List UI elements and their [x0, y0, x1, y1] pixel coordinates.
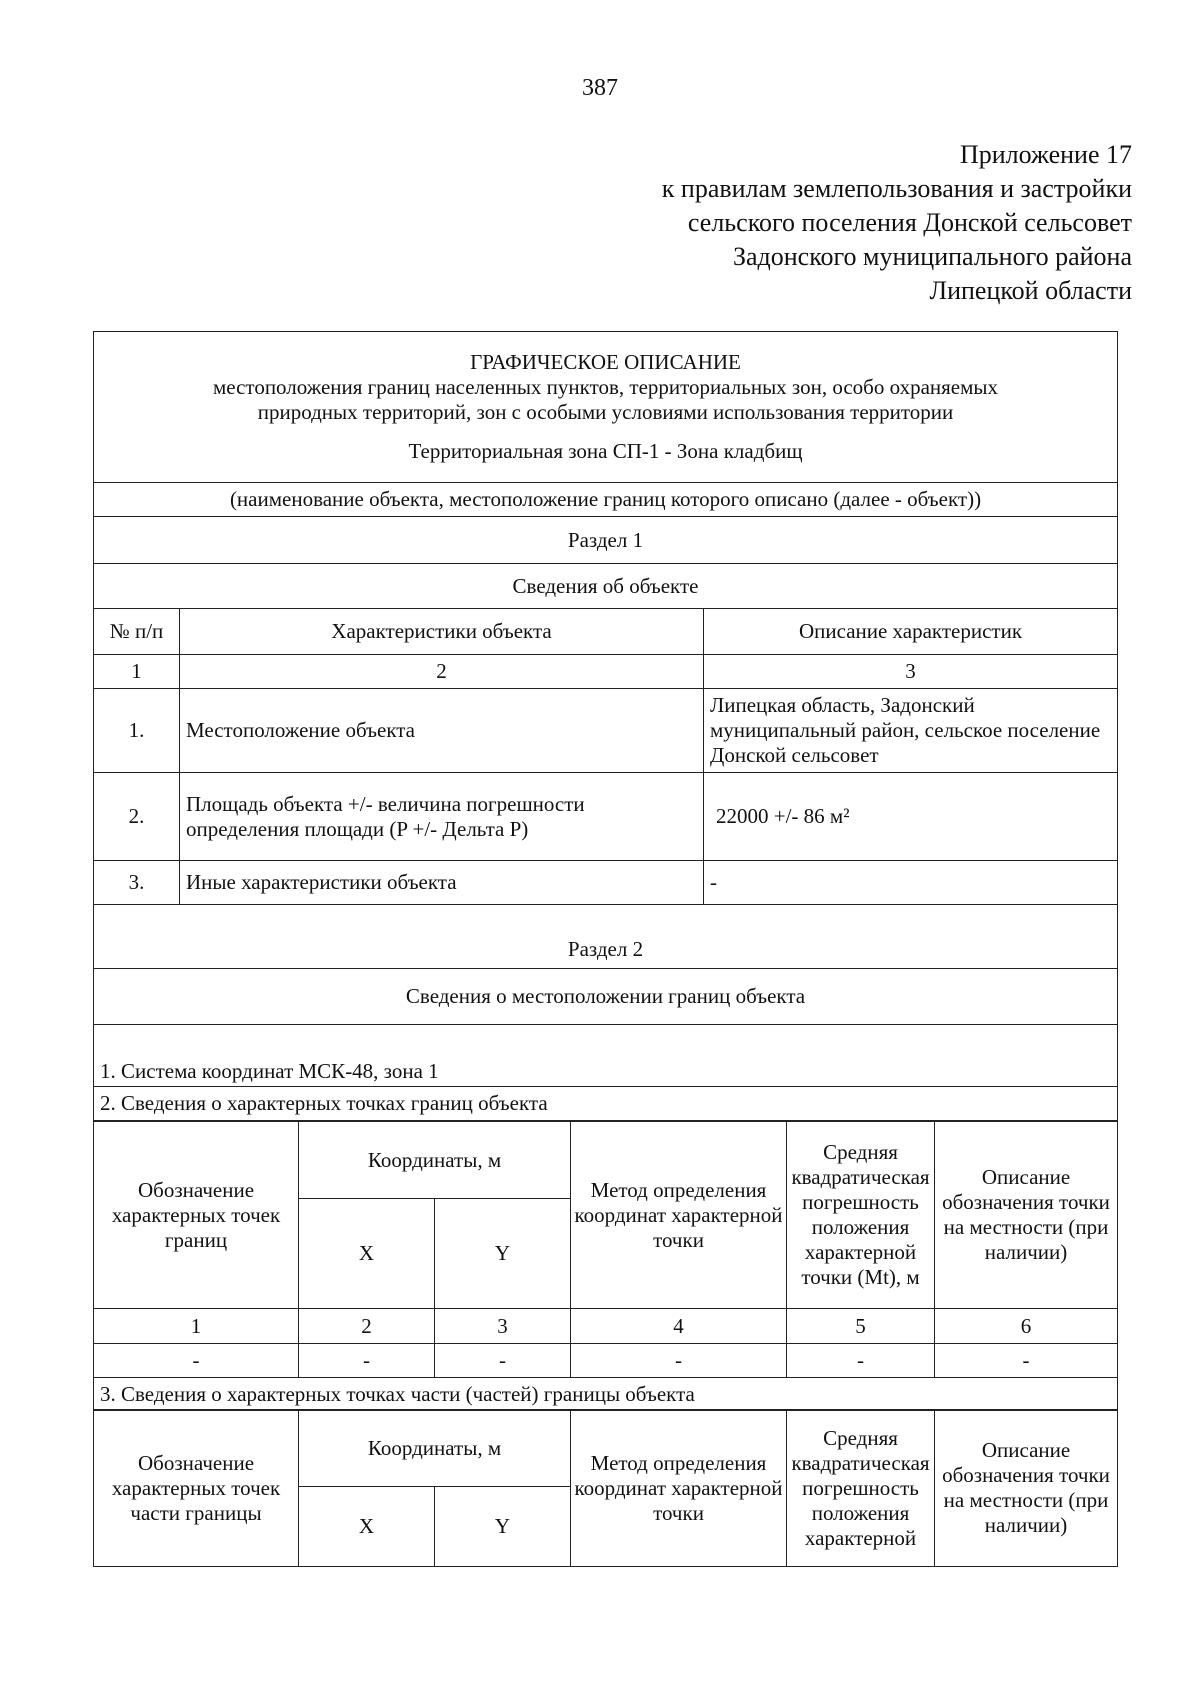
- row-number: 1.: [94, 689, 180, 773]
- appendix-line: Приложение 17: [959, 140, 1132, 169]
- column-header: № п/п: [94, 609, 180, 655]
- row-number: 2.: [94, 773, 180, 861]
- col-coordinates: Координаты, м: [299, 1410, 571, 1487]
- col-y: Y: [435, 1487, 571, 1567]
- appendix-line: Липецкой области: [929, 276, 1132, 305]
- section2-title: Раздел 2: [94, 905, 1118, 969]
- empty-cell: -: [787, 1344, 935, 1378]
- table-row: [94, 689, 1118, 773]
- empty-cell: -: [94, 1344, 299, 1378]
- document-subtitle: природных территорий, зон с особыми условиями использования территории: [257, 400, 954, 424]
- points-heading: 2. Сведения о характерных точках границ объекта: [94, 1087, 1118, 1121]
- column-number: 3: [435, 1309, 571, 1344]
- coordinate-system: 1. Система координат МСК-48, зона 1: [94, 1025, 1118, 1087]
- table-row: [94, 861, 1118, 905]
- col-y: Y: [435, 1199, 571, 1309]
- row-value: 22000 +/- 86 м²: [704, 773, 1118, 861]
- section1-subtitle: Сведения об объекте: [94, 564, 1118, 609]
- document-subtitle: местоположения границ населенных пунктов, территориальных зон, особо охраняемых: [212, 375, 999, 399]
- empty-cell: -: [935, 1344, 1118, 1378]
- section1-title: Раздел 1: [94, 517, 1118, 564]
- appendix-line: к правилам землепользования и застройки: [661, 174, 1132, 203]
- row-value: -: [704, 861, 1118, 905]
- page-number: 387: [582, 75, 618, 101]
- zone-name: Территориальная зона СП-1 - Зона кладбищ: [408, 439, 803, 463]
- appendix-line: Задонского муниципального района: [732, 242, 1132, 271]
- parts-heading: 3. Сведения о характерных точках части (частей) границы объекта: [94, 1378, 1118, 1411]
- column-number: 5: [787, 1309, 935, 1344]
- col-point-designation: Обозначение характерных точек границ: [94, 1122, 299, 1309]
- column-number: 2: [180, 655, 704, 689]
- column-number: 3: [704, 655, 1118, 689]
- boundary-points-table: [93, 1121, 1118, 1411]
- col-description: Описание обозначения точки на местности (при наличии): [935, 1410, 1118, 1567]
- col-x: X: [299, 1199, 435, 1309]
- empty-cell: -: [435, 1344, 571, 1378]
- col-coordinates: Координаты, м: [299, 1122, 571, 1199]
- row-characteristic: Местоположение объекта: [180, 689, 704, 773]
- section2-subtitle: Сведения о местоположении границ объекта: [94, 969, 1118, 1025]
- col-point-designation: Обозначение характерных точек части границы: [94, 1410, 299, 1567]
- row-characteristic: Иные характеристики объекта: [180, 861, 704, 905]
- column-header: Описание характеристик: [704, 609, 1118, 655]
- object-note: (наименование объекта, местоположение границ которого описано (далее - объект)): [94, 483, 1118, 517]
- row-number: 3.: [94, 861, 180, 905]
- col-accuracy: Средняя квадратическая погрешность положения характерной: [787, 1410, 935, 1567]
- row-characteristic: Площадь объекта +/- величина погрешности определения площади (P +/- Дельта P): [180, 773, 704, 861]
- table-row: [94, 773, 1118, 861]
- appendix-block: [662, 138, 1132, 308]
- column-number: 2: [299, 1309, 435, 1344]
- empty-cell: -: [571, 1344, 787, 1378]
- header-cell: [94, 332, 1118, 483]
- empty-cell: -: [299, 1344, 435, 1378]
- graphic-description-table: [93, 331, 1118, 1121]
- row-value: Липецкая область, Задонский муниципальный район, сельское поселение Донской сельсовет: [704, 689, 1118, 773]
- col-method: Метод определения координат характерной точки: [571, 1122, 787, 1309]
- table-row: [94, 1344, 1118, 1378]
- col-description: Описание обозначения точки на местности (при наличии): [935, 1122, 1118, 1309]
- appendix-line: сельского поселения Донской сельсовет: [687, 208, 1132, 237]
- column-number: 6: [935, 1309, 1118, 1344]
- column-number: 1: [94, 655, 180, 689]
- column-number: 4: [571, 1309, 787, 1344]
- column-number: 1: [94, 1309, 299, 1344]
- boundary-parts-table: [93, 1409, 1118, 1567]
- col-accuracy: Средняя квадратическая погрешность положения характерной точки (Mt), м: [787, 1122, 935, 1309]
- column-header: Характеристики объекта: [180, 609, 704, 655]
- col-method: Метод определения координат характерной точки: [571, 1410, 787, 1567]
- col-x: X: [299, 1487, 435, 1567]
- document-title: ГРАФИЧЕСКОЕ ОПИСАНИЕ: [470, 350, 741, 374]
